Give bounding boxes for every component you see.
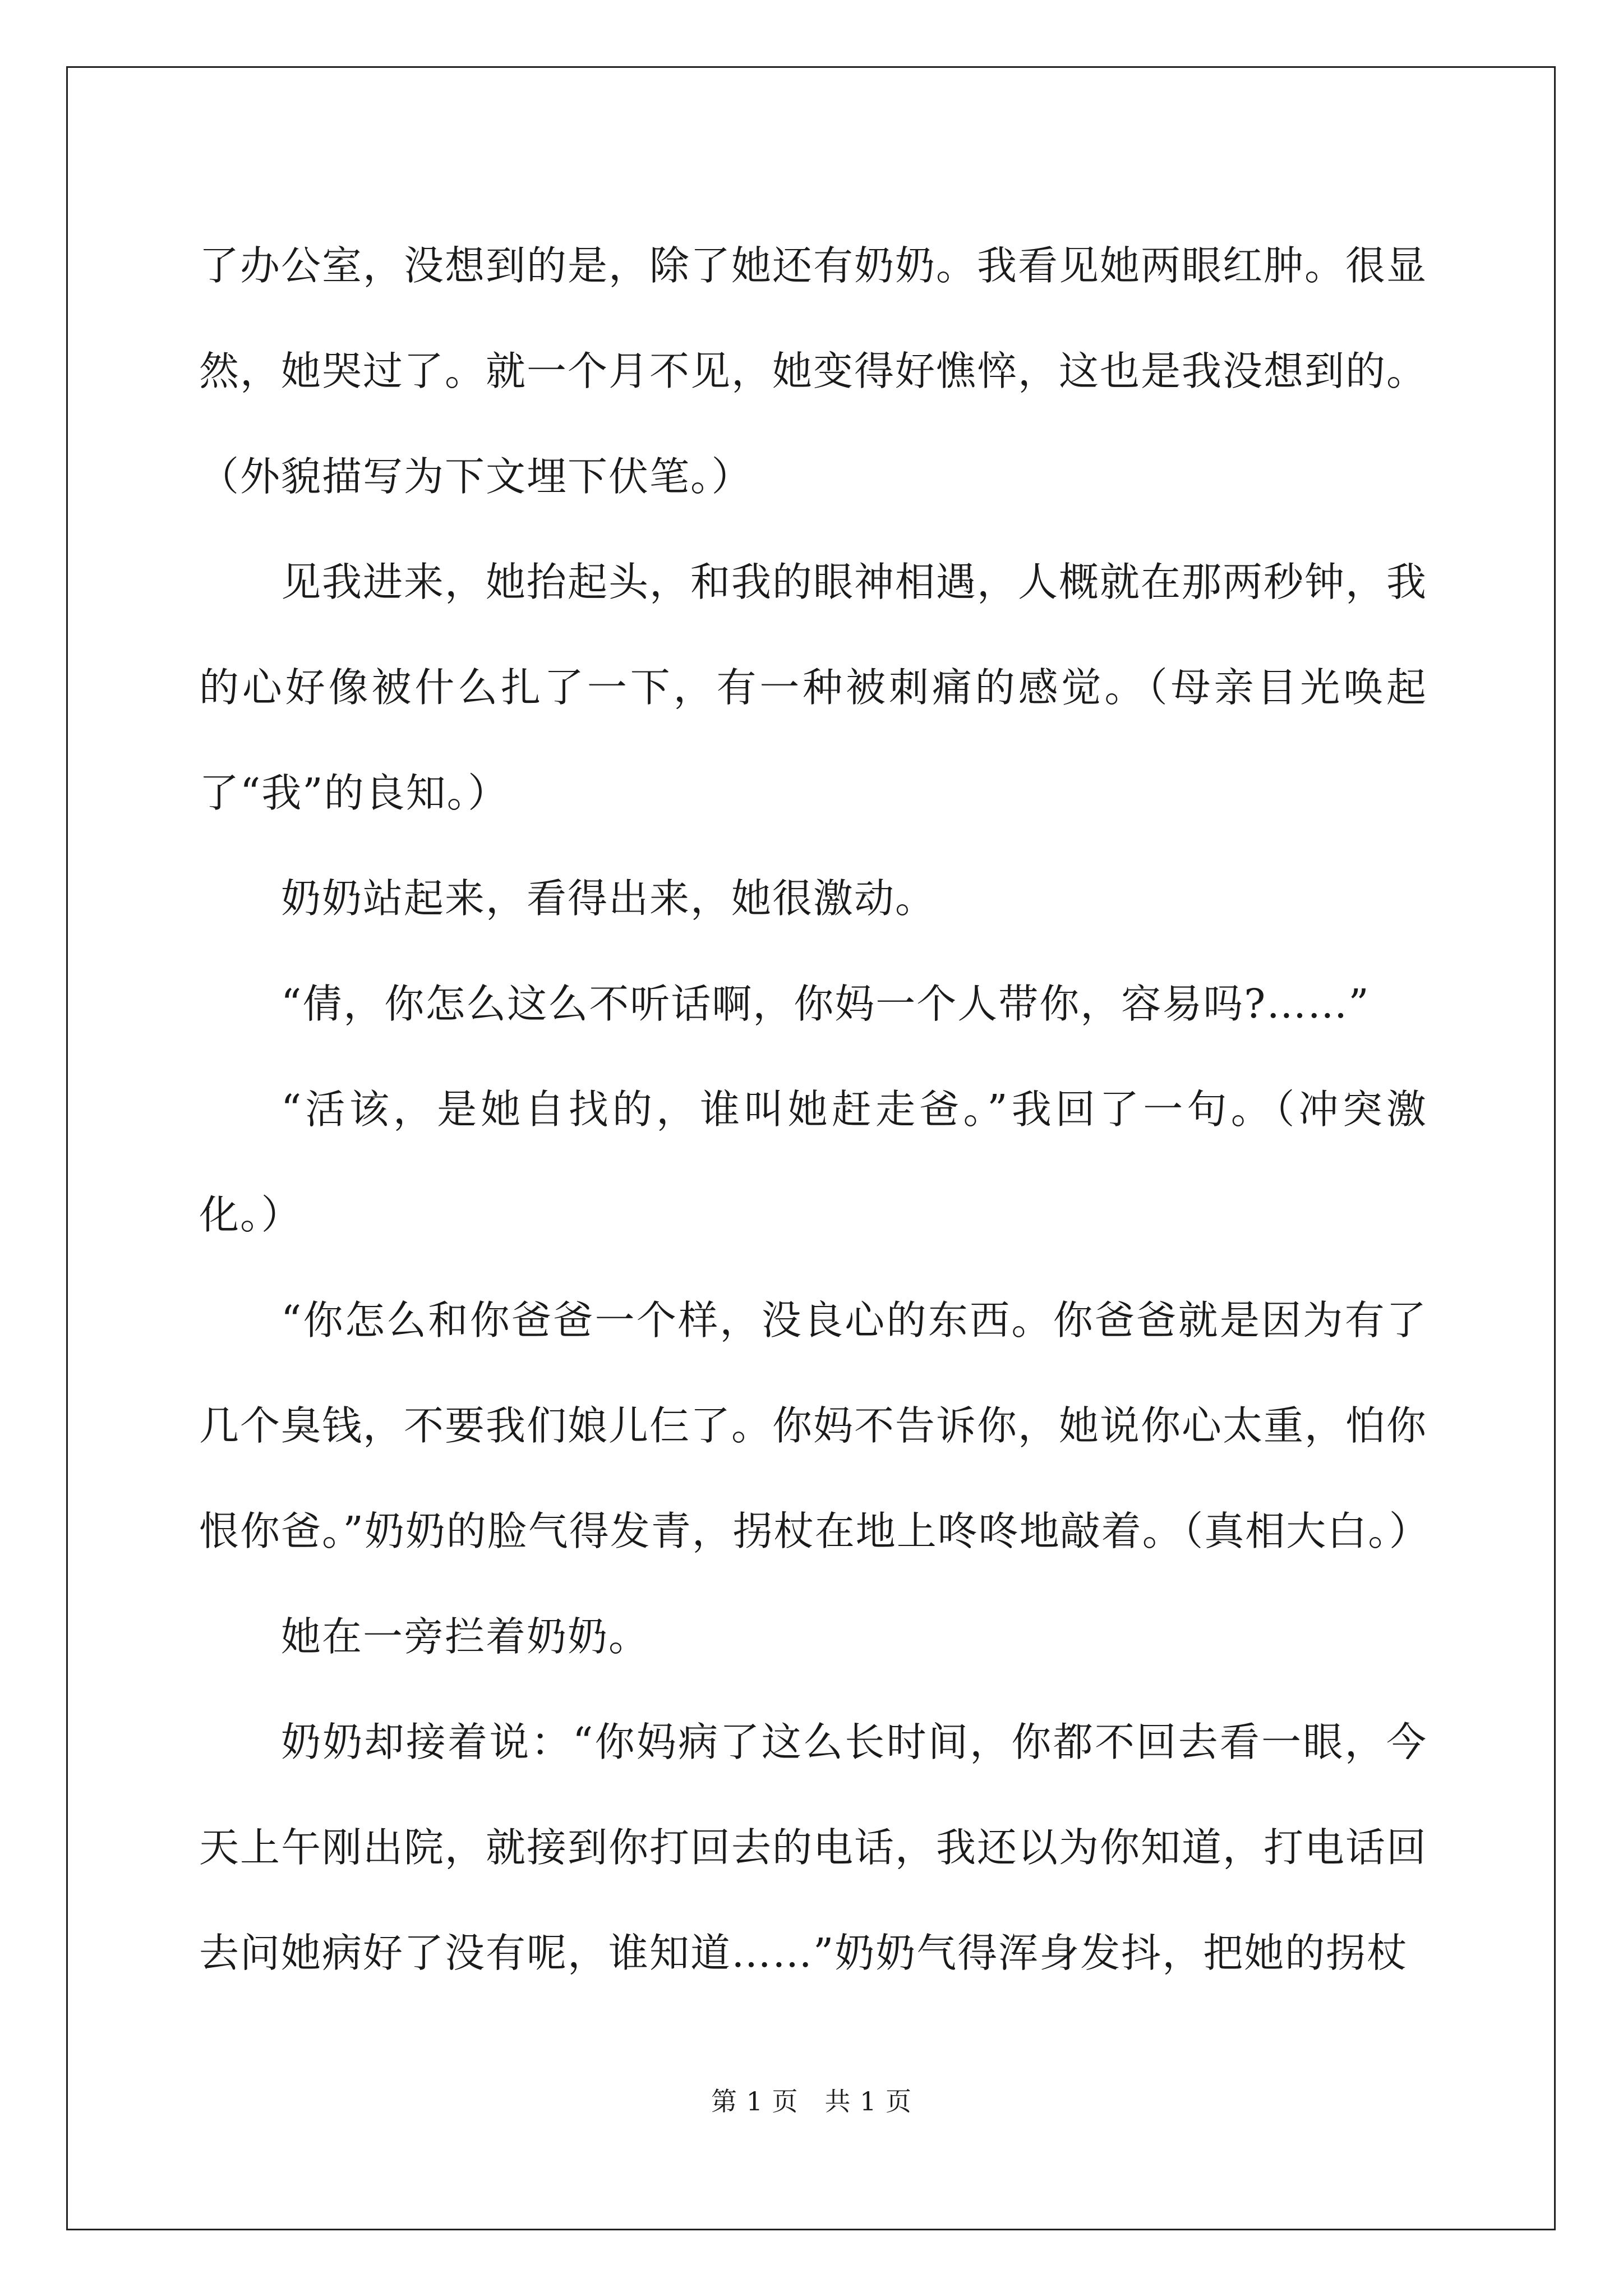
page-number-footer: 第 1 页 共 1 页 — [711, 2086, 912, 2116]
paragraph: “你怎么和你爸爸一个样，没良心的东西。你爸爸就是因为有了几个臭钱，不要我们娘儿仨了。你妈不告诉你，她说你心太重，怕你恨你爸。”奶奶的脸气得发青，拐杖在地上咚咚地敲着。（真相大白。） — [199, 1297, 1430, 1554]
paragraph: 奶奶却接着说：“你妈病了这么长时间，你都不回去看一眼，今天上午刚出院，就接到你打回去的电话，我还以为你知道，打电话回去问她病好了没有呢，谁知道……”奶奶气得浑身发抖，把她的拐杖 — [199, 1719, 1428, 1976]
paragraph: “倩，你怎么这么不听话啊，你妈一个人带你，容易吗?……” — [281, 981, 1370, 1027]
paragraph: 见我进来，她抬起头，和我的眼神相遇，人概就在那两秒钟，我的心好像被什么扎了一下，有一种被刺痛的感觉。（母亲目光唤起了“我”的良知。） — [199, 559, 1428, 816]
paragraph: 奶奶站起来，看得出来，她很激动。 — [281, 875, 937, 922]
document-body — [199, 213, 1430, 2006]
paragraph: 她在一旁拦着奶奶。 — [281, 1613, 650, 1660]
paragraph: 了办公室，没想到的是，除了她还有奶奶。我看见她两眼红肿。很显然，她哭过了。就一个月不见，她变得好憔悴，这也是我没想到的。（外貌描写为下文埋下伏笔。） — [199, 242, 1428, 500]
paragraph: “活该，是她自找的，谁叫她赶走爸。”我回了一句。（冲突激化。） — [199, 1086, 1427, 1238]
